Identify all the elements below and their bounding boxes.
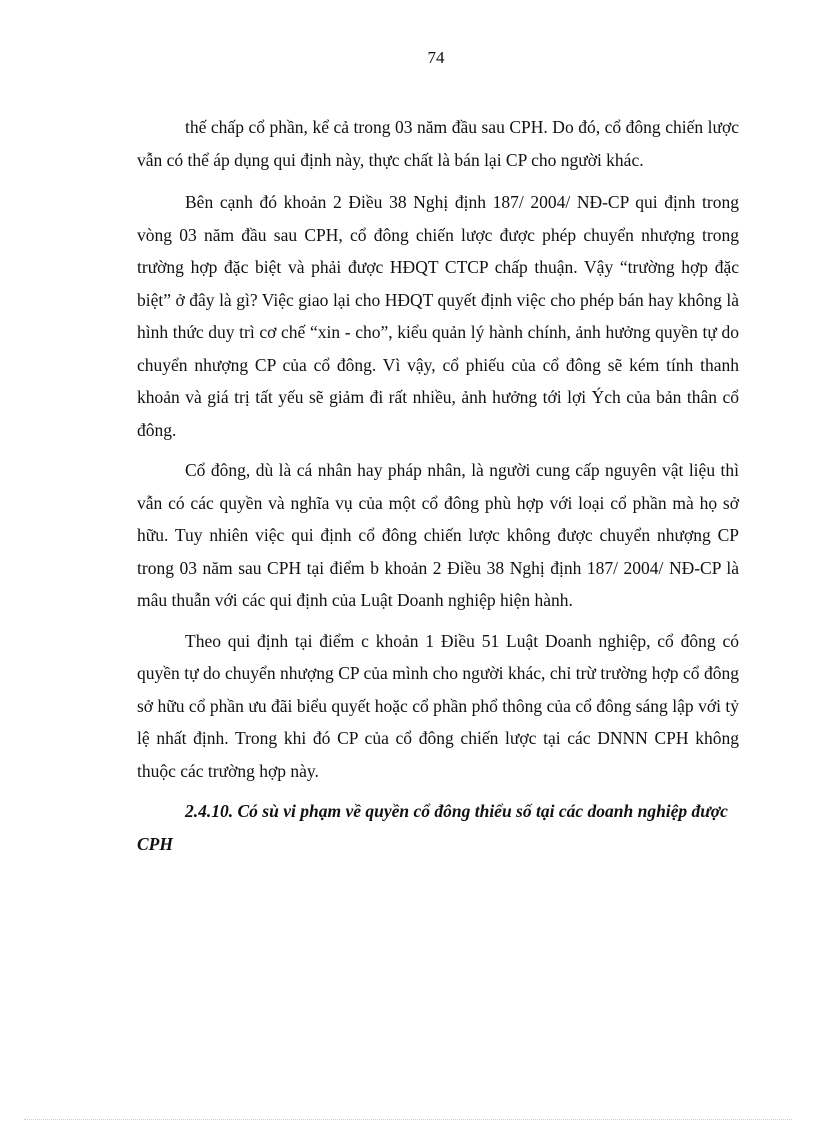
document-body bbox=[137, 111, 739, 860]
paragraph-4: Theo qui định tại điểm c khoản 1 Điều 51 Luật Doanh nghiệp, cổ đông có quyền tự do chuyển nhượng CP của mình cho người khác, chỉ trừ trường hợp cổ đông sở hữu cổ phần ưu đãi biểu quyết hoặc cổ phần phổ thông của cổ đông sáng lập với tỷ lệ nhất định. Trong khi đó CP của cổ đông chiến lược tại các DNNN CPH không thuộc các trường hợp này. bbox=[137, 630, 739, 781]
paragraph-3: Cổ đông, dù là cá nhân hay pháp nhân, là người cung cấp nguyên vật liệu thì vẫn có các quyền và nghĩa vụ của một cổ đông phù hợp với loại cổ phần mà họ sở hữu. Tuy nhiên việc qui định cổ đông chiến lược không được chuyển nhượng CP trong 03 năm sau CPH tại điểm b khoản 2 Điều 38 Nghị định 187/ 2004/ NĐ-CP là mâu thuẫn với các qui định của Luật Doanh nghiệp hiện hành. bbox=[137, 460, 739, 610]
page-bottom-divider bbox=[24, 1119, 792, 1120]
paragraph-2: Bên cạnh đó khoản 2 Điều 38 Nghị định 187/ 2004/ NĐ-CP qui định trong vòng 03 năm đầu sau CPH, cổ đông chiến lược được phép chuyển nhượng trong trường hợp đặc biệt và phải được HĐQT CTCP chấp thuận. Vậy “trường hợp đặc biệt” ở đây là gì? Việc giao lại cho HĐQT quyết định việc cho phép bán hay không là hình thức duy trì cơ chế “xin - cho”, kiểu quản lý hành chính, ảnh hưởng quyền tự do chuyển nhượng CP của cổ đông. Vì vậy, cổ phiếu của cổ đông sẽ kém tính thanh khoản và giá trị tất yếu sẽ giảm đi rất nhiều, ảnh hưởng tới lợi Ých của bản thân cổ đông. bbox=[137, 192, 739, 440]
section-heading: 2.4.10. Có sù vi phạm về quyền cổ đông thiểu số tại các doanh nghiệp được CPH bbox=[137, 801, 728, 854]
paragraph-1: thế chấp cổ phần, kể cả trong 03 năm đầu sau CPH. Do đó, cổ đông chiến lược vẫn có thể áp dụng qui định này, thực chất là bán lại CP cho người khác. bbox=[137, 117, 739, 170]
page-number: 74 bbox=[427, 48, 445, 67]
